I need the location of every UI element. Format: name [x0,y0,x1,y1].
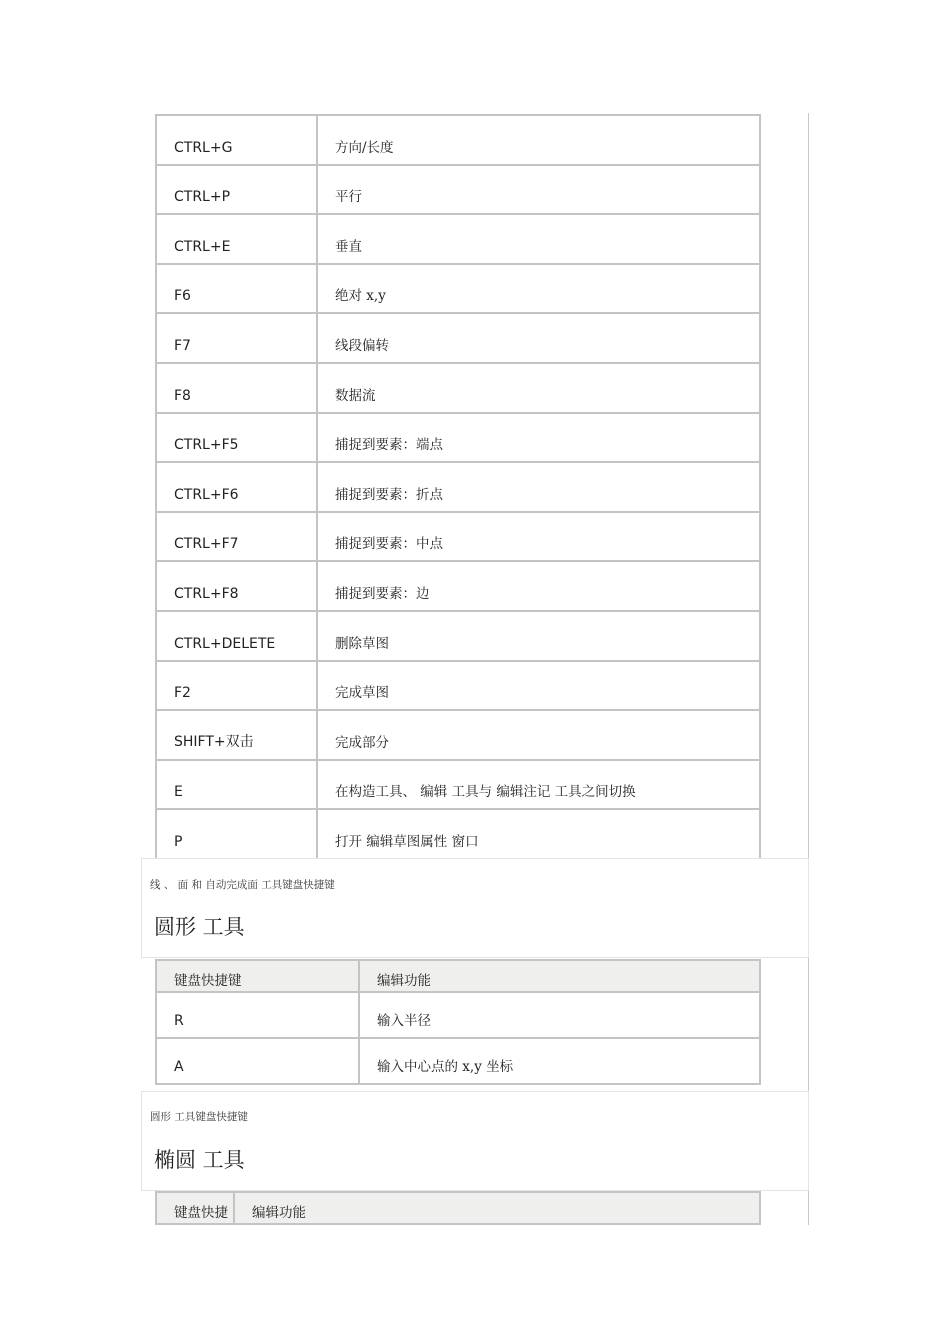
shortcut-function: 捕捉到要素：中点 [317,512,760,562]
shortcut-key: CTRL+G [156,115,317,165]
shortcut-key: P [156,809,317,859]
table-row [156,1038,760,1084]
ellipse-tool-section [141,1091,809,1191]
shortcut-key: CTRL+F6 [156,462,317,512]
shortcut-key: F2 [156,661,317,711]
section-heading: 圆形 工具 [154,915,245,939]
shortcut-function: 输入中心点的 x,y 坐标 [359,1038,760,1084]
table-header-row [156,1192,760,1224]
table-row [156,809,760,859]
shortcut-function: 在构造工具、 编辑 工具与 编辑注记 工具之间切换 [317,760,760,810]
shortcut-function: 完成草图 [317,661,760,711]
table-row [156,313,760,363]
table-row [156,710,760,760]
shortcut-function: 删除草图 [317,611,760,661]
table-caption: 圆形 工具键盘快捷键 [150,1111,248,1123]
shortcut-key: CTRL+F8 [156,561,317,611]
shortcut-function: 平行 [317,165,760,215]
shortcut-key: CTRL+F7 [156,512,317,562]
shortcut-function: 垂直 [317,214,760,264]
table-row [156,611,760,661]
table-row [156,413,760,463]
shortcut-key: E [156,760,317,810]
column-header-key: 键盘快捷 [156,1192,234,1224]
shortcut-key: CTRL+E [156,214,317,264]
shortcut-function: 线段偏转 [317,313,760,363]
shortcut-function: 捕捉到要素：端点 [317,413,760,463]
table-row [156,165,760,215]
shortcut-function: 捕捉到要素：折点 [317,462,760,512]
column-header-function: 编辑功能 [359,960,760,992]
column-header-key: 键盘快捷键 [156,960,359,992]
table-row [156,214,760,264]
table-row [156,264,760,314]
shortcut-function: 绝对 x,y [317,264,760,314]
table-row [156,363,760,413]
table-row [156,512,760,562]
shortcut-key: F6 [156,264,317,314]
column-header-function: 编辑功能 [234,1192,760,1224]
circle-tool-section [141,858,809,958]
shortcut-function: 输入半径 [359,992,760,1038]
shortcut-function: 捕捉到要素：边 [317,561,760,611]
circle-shortcut-table [155,959,761,1085]
shortcut-key: SHIFT+双击 [156,710,317,760]
page-right-rule [808,113,809,1225]
shortcut-function: 方向/长度 [317,115,760,165]
section-heading: 椭圆 工具 [154,1148,245,1172]
table-header-row [156,960,760,992]
ellipse-shortcut-table [155,1191,761,1225]
shortcut-function: 完成部分 [317,710,760,760]
shortcut-key: CTRL+F5 [156,413,317,463]
sketch-shortcut-table [155,114,761,860]
shortcut-key: CTRL+P [156,165,317,215]
shortcut-key: A [156,1038,359,1084]
table-row [156,115,760,165]
shortcut-key: F8 [156,363,317,413]
shortcut-function: 打开 编辑草图属性 窗口 [317,809,760,859]
shortcut-key: R [156,992,359,1038]
table-caption: 线 、 面 和 自动完成面 工具键盘快捷键 [150,879,335,891]
table-row [156,561,760,611]
table-row [156,760,760,810]
table-row [156,462,760,512]
shortcut-function: 数据流 [317,363,760,413]
table-row [156,661,760,711]
shortcut-key: CTRL+DELETE [156,611,317,661]
shortcut-key: F7 [156,313,317,363]
table-row [156,992,760,1038]
